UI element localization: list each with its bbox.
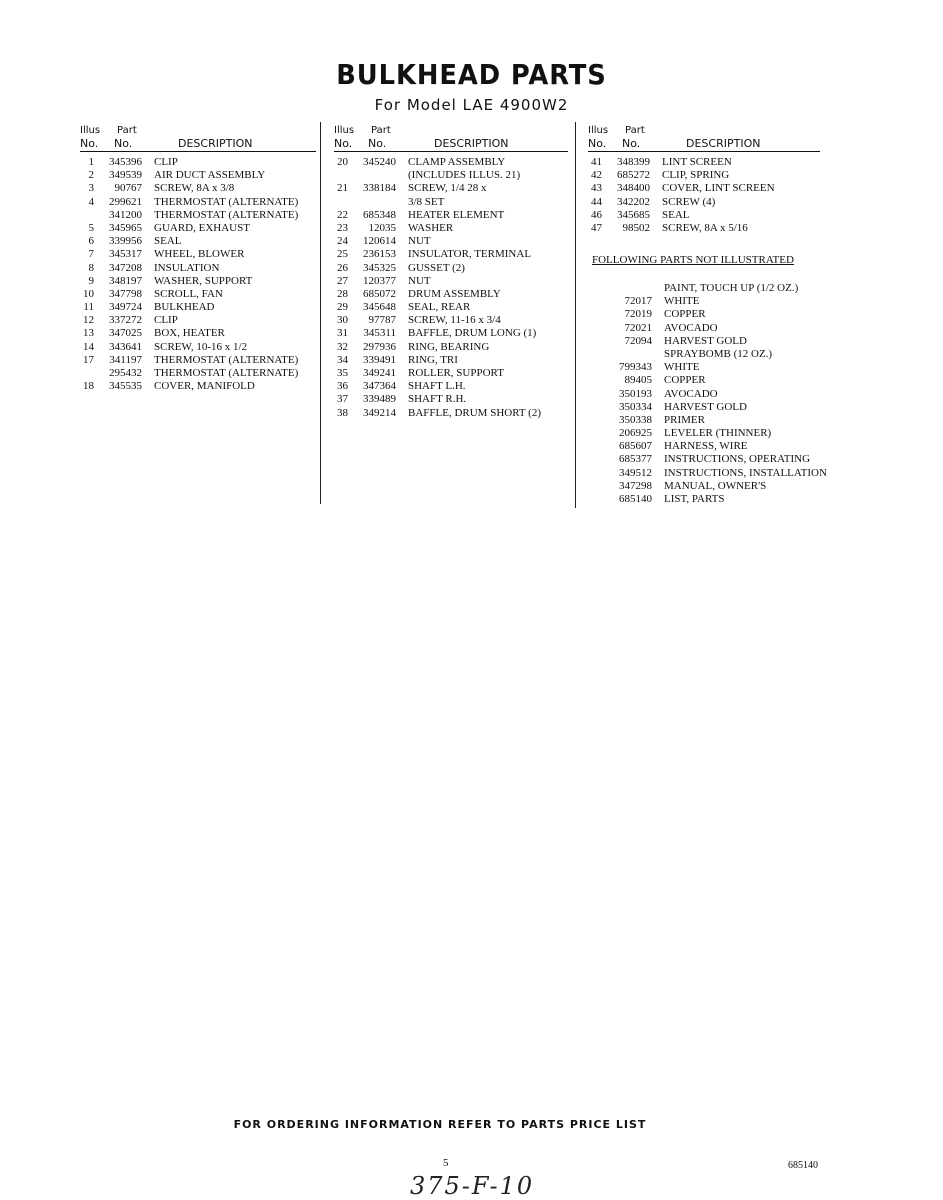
handwritten-note: 375-F-10 (410, 1172, 535, 1200)
part-number: 345325 (363, 261, 396, 274)
part-description: SHAFT R.H. (408, 393, 467, 406)
part-number: 350334 (619, 400, 652, 413)
part-description: SEAL, REAR (408, 301, 471, 314)
part-description: AIR DUCT ASSEMBLY (154, 169, 266, 182)
not-illustrated-heading: FOLLOWING PARTS NOT ILLUSTRATED (592, 254, 794, 266)
table-row (334, 156, 568, 169)
table-row (592, 401, 852, 414)
column-header (588, 137, 820, 152)
part-number: 12035 (368, 221, 396, 234)
illus-number: 36 (337, 380, 348, 393)
illus-number: 11 (83, 301, 94, 314)
illus-number: 17 (83, 353, 94, 366)
table-row (592, 374, 852, 387)
table-row (80, 314, 316, 327)
table-row (592, 322, 852, 335)
table-row (334, 235, 568, 248)
part-number: 345535 (109, 380, 142, 393)
part-number: 341197 (109, 353, 142, 366)
part-description: ROLLER, SUPPORT (408, 367, 504, 379)
table-row (334, 341, 568, 354)
part-number: 685348 (363, 208, 396, 221)
illus-number: 2 (88, 169, 94, 182)
table-row (80, 248, 316, 261)
part-number: 345240 (363, 156, 396, 168)
part-description: LEVELER (THINNER) (664, 427, 772, 440)
table-row (592, 361, 852, 374)
table-row (80, 288, 316, 301)
illus-number: 18 (83, 380, 94, 393)
illus-number: 22 (337, 208, 348, 221)
illus-number: 28 (337, 287, 348, 300)
part-description: THERMOSTAT (ALTERNATE) (154, 367, 299, 379)
column-header (334, 137, 568, 152)
part-number: 89405 (624, 374, 652, 387)
part-description: BULKHEAD (154, 301, 215, 314)
part-description: LIST, PARTS (664, 493, 725, 505)
illus-number: 1 (88, 156, 94, 168)
part-number: 685072 (363, 287, 396, 300)
part-description: SCREW, 8A x 3/8 (154, 182, 235, 195)
part-description: SCROLL, FAN (154, 287, 223, 300)
table-row (334, 314, 568, 327)
column-divider (575, 122, 576, 508)
part-number: 338184 (363, 182, 396, 195)
part-number: 120377 (363, 274, 396, 287)
part-number: 342202 (617, 195, 650, 208)
table-row (80, 341, 316, 354)
table-row (592, 440, 852, 453)
illus-number: 12 (83, 314, 94, 327)
illus-number: 23 (337, 221, 348, 234)
table-row (588, 156, 820, 169)
table-row (80, 262, 316, 275)
table-row (592, 308, 852, 321)
part-number: 72021 (624, 321, 652, 334)
part-number: 349539 (109, 169, 142, 182)
table-row (80, 380, 316, 393)
part-number: 295432 (109, 367, 142, 379)
part-description: SCREW, 11-16 x 3/4 (408, 314, 501, 327)
table-row (592, 453, 852, 466)
part-number: 341200 (109, 208, 142, 221)
part-number: 345648 (363, 301, 396, 314)
table-row (334, 262, 568, 275)
part-description: SEAL (154, 235, 182, 248)
part-description: INSTRUCTIONS, INSTALLATION (664, 466, 827, 479)
illus-number: 47 (591, 221, 602, 234)
table-row (592, 480, 852, 493)
part-description: 3/8 SET (408, 195, 445, 208)
table-row (588, 209, 820, 222)
table-row (80, 156, 316, 169)
illus-number: 32 (337, 340, 348, 353)
illus-header: Illus (588, 125, 609, 136)
part-description: CLAMP ASSEMBLY (408, 156, 506, 168)
part-number: 120614 (363, 235, 396, 248)
table-row (334, 196, 568, 209)
parts-column-1 (80, 124, 316, 393)
table-row (334, 248, 568, 261)
part-description: COVER, LINT SCREEN (662, 182, 775, 195)
part-description: RING, BEARING (408, 340, 490, 353)
part-no-header: No. (368, 137, 387, 150)
table-row (588, 169, 820, 182)
table-row (592, 282, 852, 295)
part-description: THERMOSTAT (ALTERNATE) (154, 208, 299, 221)
table-row (592, 348, 852, 361)
illus-number: 43 (591, 182, 602, 195)
part-number: 350338 (619, 413, 652, 426)
table-row (592, 414, 852, 427)
illus-number: 31 (337, 327, 348, 340)
table-row (80, 182, 316, 195)
part-number: 345311 (363, 327, 396, 340)
page-number: 5 (443, 1157, 449, 1169)
part-description: COPPER (664, 308, 706, 321)
part-description: COPPER (664, 374, 706, 387)
part-description: SCREW (4) (662, 195, 716, 208)
part-number: 339956 (109, 235, 142, 248)
part-number: 347364 (363, 380, 396, 393)
part-number: 685607 (619, 440, 652, 453)
ordering-note: FOR ORDERING INFORMATION REFER TO PARTS PRICE LIST (233, 1118, 647, 1131)
part-description: WHITE (664, 361, 700, 374)
part-description: THERMOSTAT (ALTERNATE) (154, 353, 299, 366)
table-row (592, 493, 852, 506)
part-number: 345685 (617, 208, 650, 221)
part-description: CLIP (154, 314, 178, 327)
part-number: 72017 (624, 295, 652, 308)
table-row (588, 182, 820, 195)
part-description: PRIMER (664, 413, 705, 426)
illus-number: 6 (88, 235, 94, 248)
parts-list (588, 156, 820, 235)
part-description: BOX, HEATER (154, 327, 225, 340)
illus-number: 7 (88, 248, 94, 261)
part-number: 206925 (619, 427, 652, 440)
illus-header: Illus (334, 125, 355, 136)
part-header: Part (371, 125, 391, 136)
part-number: 347208 (109, 261, 142, 274)
part-description: (INCLUDES ILLUS. 21) (408, 169, 521, 182)
parts-column-2 (334, 124, 568, 420)
part-number: 299621 (109, 195, 142, 208)
part-number: 297936 (363, 340, 396, 353)
part-description: WHEEL, BLOWER (154, 248, 245, 261)
part-description: CLIP (154, 156, 178, 168)
part-number: 339489 (363, 393, 396, 406)
table-row (334, 380, 568, 393)
part-header: Part (117, 125, 137, 136)
table-row (592, 427, 852, 440)
part-description: SCREW, 1/4 28 x (408, 182, 487, 195)
part-number: 347798 (109, 287, 142, 300)
part-description: SHAFT L.H. (408, 380, 466, 393)
illus-number: 4 (88, 195, 94, 208)
part-number: 348399 (617, 156, 650, 168)
part-description: AVOCADO (664, 321, 718, 334)
illus-number: 3 (88, 182, 94, 195)
part-description: SPRAYBOMB (12 OZ.) (664, 347, 773, 360)
part-description: WHITE (664, 295, 700, 308)
table-row (334, 354, 568, 367)
table-row (80, 235, 316, 248)
illus-number: 30 (337, 314, 348, 327)
illus-no-header: No. (334, 137, 353, 150)
table-row (334, 222, 568, 235)
table-row (592, 335, 852, 348)
illus-number: 44 (591, 195, 602, 208)
table-row (334, 209, 568, 222)
part-number: 348400 (617, 182, 650, 195)
illus-number: 25 (337, 248, 348, 261)
table-row (334, 393, 568, 406)
part-description: DRUM ASSEMBLY (408, 287, 501, 300)
description-header: DESCRIPTION (686, 137, 761, 150)
part-description: NUT (408, 235, 431, 248)
part-number: 349214 (363, 406, 396, 419)
part-number: 349512 (619, 466, 652, 479)
part-number: 90767 (114, 182, 142, 195)
part-no-header: No. (622, 137, 641, 150)
table-row (80, 367, 316, 380)
table-row (334, 367, 568, 380)
part-description: WASHER (408, 221, 454, 234)
part-number: 349724 (109, 301, 142, 314)
column-header-top (334, 124, 568, 137)
part-number: 72019 (624, 308, 652, 321)
part-description: HARNESS, WIRE (664, 440, 748, 453)
table-row (80, 196, 316, 209)
part-number: 347298 (619, 479, 652, 492)
illus-header: Illus (80, 125, 101, 136)
table-row (592, 295, 852, 308)
part-description: LINT SCREEN (662, 156, 732, 168)
illus-number: 27 (337, 274, 348, 287)
table-row (334, 301, 568, 314)
illus-number: 26 (337, 261, 348, 274)
document-number: 685140 (788, 1160, 818, 1171)
table-row (80, 275, 316, 288)
part-description: SCREW, 10-16 x 1/2 (154, 340, 248, 353)
illus-number: 41 (591, 156, 602, 168)
part-number: 236153 (363, 248, 396, 261)
illus-number: 42 (591, 169, 602, 182)
part-number: 685272 (617, 169, 650, 182)
part-number: 97787 (368, 314, 396, 327)
illus-number: 8 (88, 261, 94, 274)
part-description: WASHER, SUPPORT (154, 274, 253, 287)
part-number: 799343 (619, 361, 652, 374)
table-row (80, 169, 316, 182)
illus-number: 14 (83, 340, 94, 353)
table-row (592, 388, 852, 401)
part-description: BAFFLE, DRUM LONG (1) (408, 327, 537, 340)
part-description: GUSSET (2) (408, 261, 465, 274)
table-row (334, 169, 568, 182)
part-description: THERMOSTAT (ALTERNATE) (154, 195, 299, 208)
part-number: 349241 (363, 367, 396, 379)
table-row (80, 209, 316, 222)
part-number: 348197 (109, 274, 142, 287)
column-header (80, 137, 316, 152)
illus-number: 46 (591, 208, 602, 221)
illus-number: 5 (88, 221, 94, 234)
illus-number: 10 (83, 287, 94, 300)
parts-list (80, 156, 316, 393)
table-row (334, 288, 568, 301)
part-description: INSULATION (154, 261, 220, 274)
part-number: 339491 (363, 353, 396, 366)
table-row (334, 327, 568, 340)
illus-number: 21 (337, 182, 348, 195)
illus-number: 34 (337, 353, 348, 366)
part-description: GUARD, EXHAUST (154, 221, 250, 234)
part-number: 685377 (619, 453, 652, 466)
part-number: 345396 (109, 156, 142, 168)
illus-number: 35 (337, 367, 348, 379)
illus-number: 13 (83, 327, 94, 340)
part-description: HARVEST GOLD (664, 400, 747, 413)
description-header: DESCRIPTION (178, 137, 253, 150)
column-divider (320, 122, 321, 504)
illus-number: 20 (337, 156, 348, 168)
part-number: 350193 (619, 387, 652, 400)
part-number: 337272 (109, 314, 142, 327)
table-row (80, 354, 316, 367)
part-no-header: No. (114, 137, 133, 150)
part-description: NUT (408, 274, 431, 287)
column-header-top (588, 124, 820, 137)
part-header: Part (625, 125, 645, 136)
table-row (80, 222, 316, 235)
illus-number: 24 (337, 235, 348, 248)
illus-number: 9 (88, 274, 94, 287)
part-description: HARVEST GOLD (664, 334, 747, 347)
table-row (334, 275, 568, 288)
part-description: COVER, MANIFOLD (154, 380, 255, 393)
illus-no-header: No. (588, 137, 607, 150)
table-row (334, 407, 568, 420)
part-number: 72094 (624, 334, 652, 347)
table-row (592, 467, 852, 480)
table-row (80, 327, 316, 340)
illus-number: 38 (337, 406, 348, 419)
column-header-top (80, 124, 316, 137)
illus-no-header: No. (80, 137, 99, 150)
part-description: RING, TRI (408, 353, 458, 366)
part-number: 345965 (109, 221, 142, 234)
illus-number: 29 (337, 301, 348, 314)
part-number: 347025 (109, 327, 142, 340)
part-description: INSULATOR, TERMINAL (408, 248, 532, 261)
table-row (80, 301, 316, 314)
table-row (334, 182, 568, 195)
part-description: SCREW, 8A x 5/16 (662, 221, 748, 234)
illus-number: 37 (337, 393, 348, 406)
part-number: 343641 (109, 340, 142, 353)
part-number: 685140 (619, 493, 652, 505)
description-header: DESCRIPTION (434, 137, 509, 150)
table-row (588, 196, 820, 209)
page-title: BULKHEAD PARTS (336, 58, 607, 91)
part-description: BAFFLE, DRUM SHORT (2) (408, 406, 541, 419)
part-description: MANUAL, OWNER'S (664, 479, 767, 492)
parts-list (334, 156, 568, 420)
not-illustrated-list (592, 282, 852, 506)
part-description: INSTRUCTIONS, OPERATING (664, 453, 811, 466)
part-description: CLIP, SPRING (662, 169, 730, 182)
table-row (588, 222, 820, 235)
part-description: HEATER ELEMENT (408, 208, 505, 221)
part-description: SEAL (662, 208, 690, 221)
part-description: AVOCADO (664, 387, 718, 400)
parts-column-3 (588, 124, 820, 235)
part-number: 98502 (622, 221, 650, 234)
part-number: 345317 (109, 248, 142, 261)
part-description: PAINT, TOUCH UP (1/2 OZ.) (664, 282, 799, 294)
page-subtitle: For Model LAE 4900W2 (374, 96, 569, 114)
